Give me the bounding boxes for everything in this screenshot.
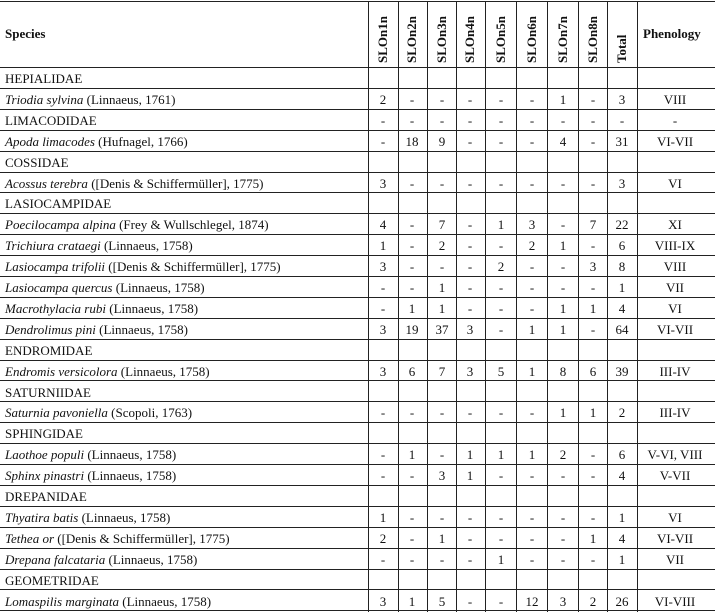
value-cell: 1 <box>408 593 416 609</box>
species-author: (Hufnagel, 1766) <box>94 133 188 149</box>
value-cell: - <box>380 447 386 463</box>
header-phenology: Phenology <box>643 26 701 41</box>
value-cell: - <box>409 509 415 525</box>
species-author: (Linnaeus, 1758) <box>112 280 205 295</box>
value-cell: - <box>439 551 445 567</box>
value-cell: - <box>409 530 415 546</box>
value-cell: - <box>560 259 566 275</box>
value-cell: - <box>590 551 596 567</box>
species-author: (Linnaeus, 1758) <box>84 447 177 463</box>
species-author: (Scopoli, 1763) <box>107 405 193 421</box>
species-latin: Trichiura crataegi <box>5 238 101 254</box>
value-cell: - <box>529 91 535 107</box>
value-cell: - <box>498 280 504 295</box>
value-cell: 2 <box>379 530 387 546</box>
value-cell: - <box>560 112 566 128</box>
value-cell: 1 <box>438 280 446 295</box>
value-cell: 22 <box>615 217 629 233</box>
species-author: (Linnaeus, 1758) <box>117 363 210 379</box>
value-cell: 64 <box>615 321 629 337</box>
header-species: Species <box>5 26 46 41</box>
value-cell: - <box>467 593 473 609</box>
value-cell: - <box>498 468 504 484</box>
species-name <box>5 131 365 152</box>
species-author: (Linnaeus, 1758) <box>119 593 212 609</box>
species-latin: Tethea or <box>5 530 54 546</box>
value-cell: - <box>467 217 473 233</box>
species-name <box>5 256 365 277</box>
species-latin: Laothoe populi <box>5 447 85 463</box>
value-cell: 1 <box>528 363 536 379</box>
header-col-slon7n: SLOn7n <box>555 16 570 63</box>
col-divider <box>516 1 517 612</box>
value-cell: - <box>560 530 566 546</box>
value-cell: - <box>560 217 566 233</box>
value-cell: 1 <box>497 217 505 233</box>
family-name: SPHINGIDAE <box>5 426 83 442</box>
species-author: (Linnaeus, 1758) <box>100 238 193 254</box>
value-cell: 1 <box>618 280 626 295</box>
phenology-cell: VII <box>665 551 685 567</box>
value-cell: 4 <box>618 468 626 484</box>
value-cell: - <box>529 300 535 316</box>
value-cell: - <box>439 447 445 463</box>
header-col-slon2n: SLOn2n <box>404 16 419 63</box>
species-author: (Linnaeus, 1761) <box>83 91 176 107</box>
value-cell: 2 <box>497 259 505 275</box>
value-cell: 1 <box>559 238 567 254</box>
value-cell: 4 <box>618 300 626 316</box>
value-cell: - <box>467 259 473 275</box>
value-cell: - <box>529 405 535 421</box>
value-cell: - <box>529 509 535 525</box>
phenology-cell: VIII <box>663 259 687 275</box>
species-latin: Lasiocampa trifolii <box>5 259 106 275</box>
species-latin: Lomaspilis marginata <box>5 593 120 609</box>
phenology-cell: VI <box>668 175 682 191</box>
value-cell: 7 <box>438 217 446 233</box>
value-cell: 8 <box>618 259 626 275</box>
value-cell: - <box>529 112 535 128</box>
species-name <box>5 507 365 528</box>
value-cell: - <box>467 280 473 295</box>
value-cell: 6 <box>618 238 626 254</box>
value-cell: 1 <box>559 405 567 421</box>
species-name <box>5 361 365 382</box>
value-cell: - <box>590 509 596 525</box>
species-author: (Linnaeus, 1758) <box>95 321 188 337</box>
value-cell: - <box>467 175 473 191</box>
value-cell: - <box>439 175 445 191</box>
value-cell: 2 <box>379 91 387 107</box>
value-cell: - <box>498 91 504 107</box>
phenology-cell: VI-VII <box>656 133 694 149</box>
value-cell: - <box>590 447 596 463</box>
value-cell: 37 <box>435 321 449 337</box>
value-cell: 4 <box>559 133 567 149</box>
species-latin: Acossus terebra <box>5 175 88 191</box>
species-name <box>5 173 365 194</box>
value-cell: - <box>467 238 473 254</box>
value-cell: 1 <box>559 321 567 337</box>
species-name <box>5 235 365 256</box>
phenology-cell: VI-VII <box>656 321 694 337</box>
phenology-cell: VII <box>665 280 685 295</box>
value-cell: - <box>380 133 386 149</box>
species-latin: Poecilocampa alpina <box>5 217 116 233</box>
species-latin: Apoda limacodes <box>5 133 95 149</box>
value-cell: - <box>439 509 445 525</box>
value-cell: 2 <box>438 238 446 254</box>
value-cell: 26 <box>615 593 629 609</box>
value-cell: - <box>409 259 415 275</box>
value-cell: - <box>560 280 566 295</box>
species-author: (Frey & Wullschlegel, 1874) <box>115 217 269 233</box>
species-latin: Dendrolimus pini <box>5 321 96 337</box>
value-cell: - <box>498 238 504 254</box>
value-cell: - <box>409 112 415 128</box>
header-col-slon8n: SLOn8n <box>585 16 600 63</box>
value-cell: - <box>439 91 445 107</box>
value-cell: 2 <box>528 238 536 254</box>
species-latin: Macrothylacia rubi <box>5 300 106 316</box>
species-name <box>5 298 365 319</box>
species-latin: Thyatira batis <box>5 509 79 525</box>
value-cell: 1 <box>528 321 536 337</box>
value-cell: 1 <box>408 447 416 463</box>
value-cell: - <box>529 468 535 484</box>
phenology-cell: V-VII <box>659 468 691 484</box>
value-cell: - <box>590 112 596 128</box>
value-cell: - <box>467 405 473 421</box>
species-name <box>5 89 365 110</box>
col-divider <box>547 1 548 612</box>
value-cell: 2 <box>618 405 626 421</box>
value-cell: 6 <box>408 363 416 379</box>
value-cell: - <box>498 593 504 609</box>
phenology-cell: VI <box>668 509 682 525</box>
value-cell: - <box>467 112 473 128</box>
value-cell: - <box>439 259 445 275</box>
value-cell: - <box>590 468 596 484</box>
header-col-slon3n: SLOn3n <box>434 16 449 63</box>
value-cell: - <box>409 551 415 567</box>
value-cell: 5 <box>497 363 505 379</box>
value-cell: - <box>467 133 473 149</box>
value-cell: - <box>409 280 415 295</box>
value-cell: - <box>498 405 504 421</box>
value-cell: - <box>529 133 535 149</box>
value-cell: 2 <box>559 447 567 463</box>
value-cell: - <box>560 468 566 484</box>
species-latin: Triodia sylvina <box>5 91 84 107</box>
phenology-cell: XI <box>668 217 682 233</box>
phenology-cell: VI-VII <box>656 530 694 546</box>
phenology-cell: VIII-IX <box>654 238 696 254</box>
value-cell: - <box>380 468 386 484</box>
value-cell: - <box>560 509 566 525</box>
value-cell: - <box>380 112 386 128</box>
value-cell: - <box>467 91 473 107</box>
value-cell: 1 <box>618 509 626 525</box>
phenology-cell: VI <box>668 300 682 316</box>
header-col-slon6n: SLOn6n <box>524 16 539 63</box>
value-cell: 4 <box>379 217 387 233</box>
phenology-cell: VIII <box>663 91 687 107</box>
species-name <box>5 549 365 570</box>
value-cell: - <box>590 133 596 149</box>
value-cell: - <box>409 468 415 484</box>
value-cell: 3 <box>379 593 387 609</box>
species-latin: Sphinx pinastri <box>5 468 85 484</box>
value-cell: - <box>380 280 386 295</box>
value-cell: 19 <box>405 321 419 337</box>
family-name: ENDROMIDAE <box>5 342 93 358</box>
value-cell: 6 <box>589 363 597 379</box>
value-cell: - <box>529 280 535 295</box>
phenology-cell: V-VI, VIII <box>647 447 703 463</box>
value-cell: - <box>498 321 504 337</box>
species-latin: Saturnia pavoniella <box>5 405 108 421</box>
header-col-slon5n: SLOn5n <box>493 16 508 63</box>
family-name: GEOMETRIDAE <box>5 572 99 588</box>
value-cell: - <box>409 238 415 254</box>
value-cell: 1 <box>466 447 474 463</box>
species-latin: Drepana falcataria <box>5 551 106 567</box>
value-cell: - <box>590 280 596 295</box>
species-author: ([Denis & Schiffermüller], 1775) <box>87 175 264 191</box>
species-latin: Endromis versicolora <box>5 363 118 379</box>
value-cell: - <box>529 551 535 567</box>
species-author: (Linnaeus, 1758) <box>105 300 199 316</box>
phenology-cell: - <box>672 112 678 128</box>
value-cell: - <box>498 509 504 525</box>
family-name: SATURNIIDAE <box>5 384 91 400</box>
family-name: LASIOCAMPIDAE <box>5 196 112 212</box>
value-cell: - <box>498 133 504 149</box>
species-name <box>5 591 365 612</box>
value-cell: 1 <box>589 530 597 546</box>
value-cell: 3 <box>379 259 387 275</box>
species-latin: Lasiocampa quercus <box>5 280 113 295</box>
value-cell: 2 <box>589 593 597 609</box>
value-cell: - <box>529 259 535 275</box>
header-col-slon1n: SLOn1n <box>375 16 390 63</box>
value-cell: 3 <box>379 363 387 379</box>
value-cell: 1 <box>559 300 567 316</box>
value-cell: - <box>498 175 504 191</box>
value-cell: - <box>590 238 596 254</box>
value-cell: - <box>590 175 596 191</box>
phenology-cell: VI-VIII <box>654 593 696 609</box>
species-name <box>5 465 365 486</box>
value-cell: 1 <box>438 300 446 316</box>
species-author: ([Denis & Schiffermüller], 1775) <box>105 259 281 275</box>
value-cell: - <box>467 300 473 316</box>
value-cell: - <box>560 551 566 567</box>
value-cell: 3 <box>379 321 387 337</box>
value-cell: 3 <box>438 468 446 484</box>
value-cell: - <box>498 530 504 546</box>
value-cell: 4 <box>618 530 626 546</box>
value-cell: 1 <box>379 509 387 525</box>
value-cell: 8 <box>559 363 567 379</box>
value-cell: 3 <box>466 321 474 337</box>
value-cell: 1 <box>589 300 597 316</box>
header-col-total: Total <box>614 34 629 63</box>
species-author: (Linnaeus, 1758) <box>84 468 177 484</box>
value-cell: - <box>409 405 415 421</box>
value-cell: - <box>590 91 596 107</box>
value-cell: 9 <box>438 133 446 149</box>
value-cell: - <box>529 530 535 546</box>
family-name: LIMACODIDAE <box>5 112 97 128</box>
value-cell: 3 <box>379 175 387 191</box>
family-name: COSSIDAE <box>5 154 69 170</box>
value-cell: 3 <box>528 217 536 233</box>
value-cell: - <box>380 551 386 567</box>
species-author: (Linnaeus, 1758) <box>78 509 171 525</box>
species-author: ([Denis & Schiffermüller], 1775) <box>54 530 230 546</box>
value-cell: 31 <box>615 133 629 149</box>
value-cell: 3 <box>589 259 597 275</box>
phenology-cell: III-IV <box>659 363 691 379</box>
value-cell: 3 <box>466 363 474 379</box>
value-cell: - <box>439 112 445 128</box>
value-cell: - <box>409 217 415 233</box>
value-cell: 1 <box>408 300 416 316</box>
phenology-cell: III-IV <box>659 405 691 421</box>
value-cell: 1 <box>589 405 597 421</box>
value-cell: - <box>409 91 415 107</box>
value-cell: 6 <box>618 447 626 463</box>
value-cell: 3 <box>618 175 626 191</box>
value-cell: - <box>590 321 596 337</box>
species-author: (Linnaeus, 1758) <box>105 551 198 567</box>
family-name: HEPIALIDAE <box>5 71 83 86</box>
value-cell: - <box>498 112 504 128</box>
value-cell: - <box>409 175 415 191</box>
value-cell: - <box>498 300 504 316</box>
value-cell: 3 <box>559 593 567 609</box>
value-cell: 3 <box>618 91 626 107</box>
col-divider <box>485 1 486 612</box>
species-name <box>5 528 365 549</box>
value-cell: - <box>439 405 445 421</box>
value-cell: - <box>560 175 566 191</box>
value-cell: 1 <box>438 530 446 546</box>
species-name <box>5 214 365 235</box>
value-cell: 7 <box>438 363 446 379</box>
value-cell: 1 <box>379 238 387 254</box>
value-cell: - <box>467 551 473 567</box>
value-cell: 5 <box>438 593 446 609</box>
family-name: DREPANIDAE <box>5 489 87 504</box>
value-cell: - <box>380 405 386 421</box>
value-cell: - <box>467 530 473 546</box>
header-col-slon4n: SLOn4n <box>462 16 477 63</box>
value-cell: 1 <box>528 447 536 463</box>
species-name <box>5 444 365 465</box>
value-cell: - <box>529 175 535 191</box>
value-cell: 12 <box>525 593 539 609</box>
value-cell: 39 <box>615 363 629 379</box>
value-cell: 1 <box>497 447 505 463</box>
value-cell: 1 <box>497 551 505 567</box>
value-cell: 1 <box>618 551 626 567</box>
value-cell: - <box>467 509 473 525</box>
species-name <box>5 319 365 340</box>
value-cell: 1 <box>559 91 567 107</box>
value-cell: 1 <box>466 468 474 484</box>
species-name <box>5 402 365 423</box>
value-cell: 7 <box>589 217 597 233</box>
value-cell: - <box>380 300 386 316</box>
value-cell: - <box>619 112 625 128</box>
species-name <box>5 277 365 298</box>
value-cell: 18 <box>405 133 419 149</box>
